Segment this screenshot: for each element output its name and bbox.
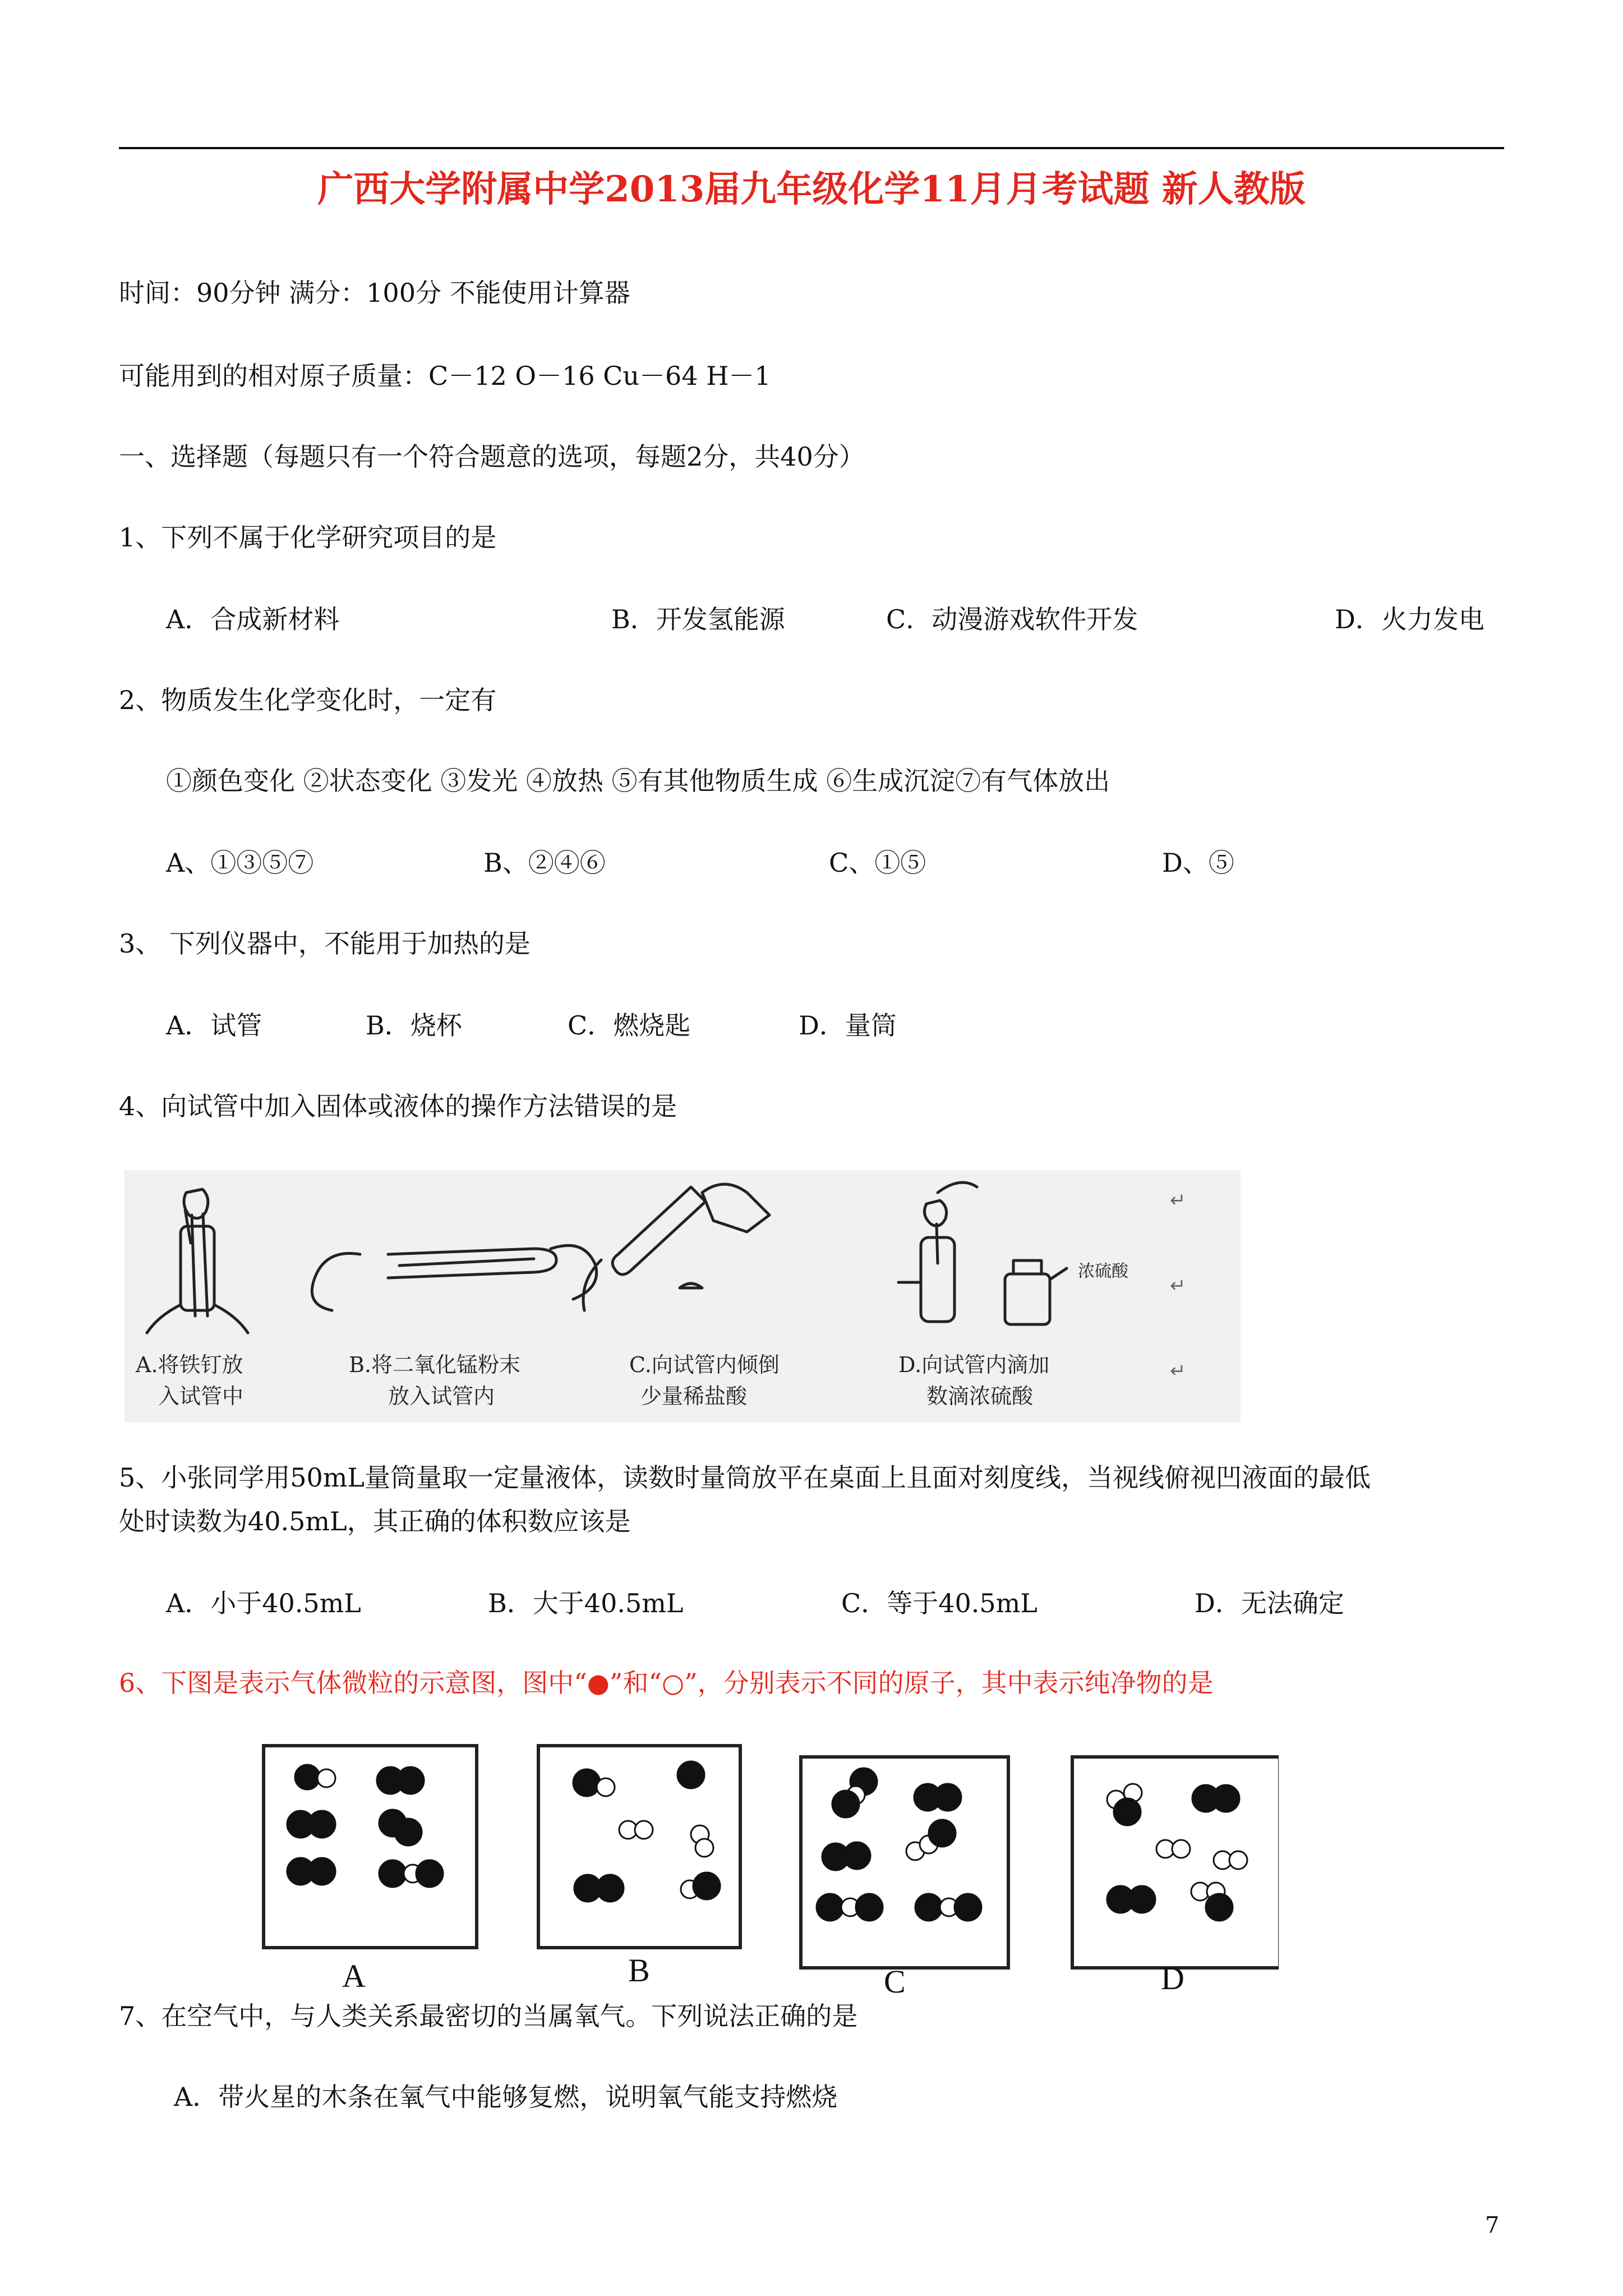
question-1-option-c: C．动漫游戏软件开发 [886, 604, 1138, 634]
return-marker: ↵ [1170, 1360, 1186, 1382]
question-5-stem-line1: 5、小张同学用50mL量筒量取一定量液体，读数时量筒放平在桌面上且面对刻度线，当视线俯视凹液面的最低 [119, 1462, 1371, 1493]
question-5-option-d: D．无法确定 [1195, 1588, 1344, 1618]
question-5-option-c: C．等于40.5mL [841, 1588, 1038, 1618]
question-2-option-d: D、⑤ [1162, 848, 1234, 878]
question-1-option-d: D．火力发电 [1335, 604, 1484, 634]
section-heading: 一、选择题（每题只有一个符合题意的选项，每题2分，共40分） [119, 441, 865, 472]
exam-info-time: 时间：90分钟 满分：100分 不能使用计算器 [119, 278, 630, 308]
page-number: 7 [1485, 2212, 1500, 2238]
question-4-figure [125, 1170, 1241, 1423]
figure-caption-d-line1: D.向试管内滴加 [898, 1352, 1050, 1377]
particle-label-a: A [342, 1958, 366, 1994]
question-2-items: ①颜色变化 ②状态变化 ③发光 ④放热 ⑤有其他物质生成 ⑥生成沉淀⑦有气体放出 [166, 766, 1110, 796]
question-2-option-c: C、①⑤ [829, 848, 926, 878]
figure-caption-a-line2: 入试管中 [158, 1384, 244, 1409]
question-3-option-b: B．烧杯 [366, 1010, 462, 1041]
question-1-option-a: A．合成新材料 [166, 604, 340, 634]
return-marker: ↵ [1170, 1274, 1186, 1297]
question-5-stem-line2: 处时读数为40.5mL，其正确的体积数应该是 [119, 1506, 631, 1536]
question-3-option-a: A．试管 [166, 1010, 262, 1041]
question-2-option-a: A、①③⑤⑦ [166, 848, 314, 878]
question-5-option-a: A．小于40.5mL [166, 1588, 361, 1618]
question-3-stem: 3、 下列仪器中，不能用于加热的是 [119, 928, 531, 959]
question-3-option-d: D．量筒 [799, 1010, 897, 1041]
figure-caption-b-line1: B.将二氧化锰粉末 [349, 1352, 521, 1377]
figure-caption-b-line2: 放入试管内 [388, 1384, 495, 1409]
figure-caption-c-line2: 少量稀盐酸 [640, 1384, 748, 1409]
page-title: 广西大学附属中学2013届九年级化学11月月考试题 新人教版 [317, 168, 1306, 210]
question-4-stem: 4、向试管中加入固体或液体的操作方法错误的是 [119, 1091, 677, 1121]
question-6-stem: 6、下图是表示气体微粒的示意图，图中“●”和“○”，分别表示不同的原子，其中表示纯净物的是 [119, 1668, 1214, 1698]
return-marker: ↵ [1170, 1189, 1186, 1212]
figure-caption-a-line1: A.将铁钉放 [136, 1352, 243, 1377]
question-1-stem: 1、下列不属于化学研究项目的是 [119, 522, 497, 553]
question-1-option-b: B．开发氢能源 [611, 604, 785, 634]
bottle-label: 浓硫酸 [1078, 1262, 1128, 1281]
question-7-option-a: A．带火星的木条在氧气中能够复燃，说明氧气能支持燃烧 [174, 2082, 838, 2112]
figure-caption-c-line1: C.向试管内倾倒 [629, 1352, 780, 1377]
question-7-stem: 7、在空气中，与人类关系最密切的当属氧气。下列说法正确的是 [119, 2001, 858, 2031]
question-3-option-c: C．燃烧匙 [568, 1010, 691, 1041]
header-rule [119, 147, 1504, 149]
figure-caption-d-line2: 数滴浓硫酸 [926, 1384, 1034, 1409]
question-2-stem: 2、物质发生化学变化时，一定有 [119, 685, 497, 715]
particle-label-c: C [884, 1963, 906, 1997]
particle-label-d: D [1161, 1960, 1184, 1996]
question-6-particle-figure [258, 1739, 1279, 1997]
question-2-option-b: B、②④⑥ [483, 848, 606, 878]
particle-label-b: B [628, 1952, 650, 1989]
question-5-option-b: B．大于40.5mL [488, 1588, 684, 1618]
exam-info-atomic-mass: 可能用到的相对原子质量：C－12 O－16 Cu－64 H－1 [119, 361, 771, 391]
